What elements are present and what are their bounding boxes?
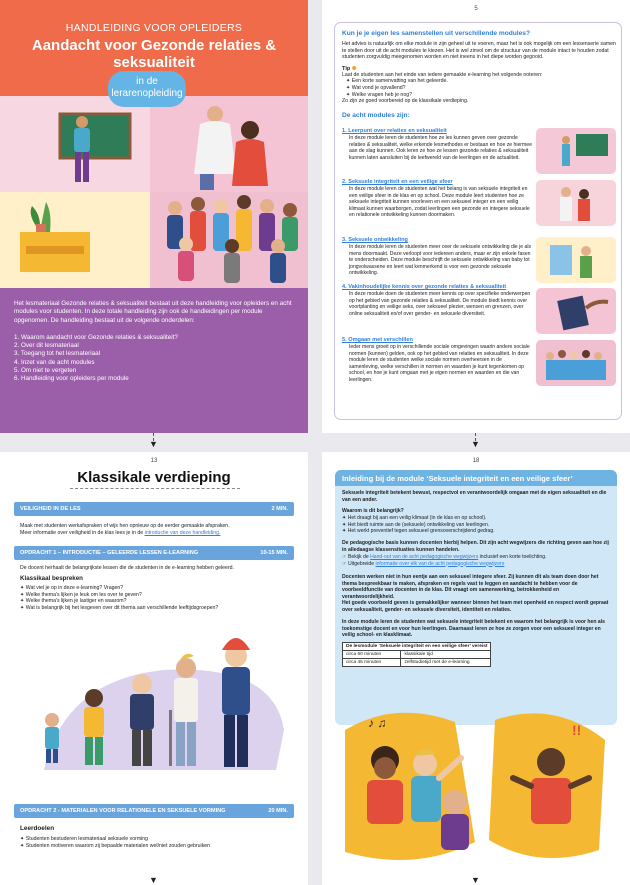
- goal-item: ✦ Studenten motiveren waarom zij bepaalde materialen wel/niet zouden gebruiken: [20, 842, 211, 849]
- cover-illustration-art: [0, 96, 308, 288]
- module-thumbnail: [536, 180, 616, 226]
- section-bar-opdracht-1: [14, 546, 294, 560]
- arrow-down-icon: ▼: [471, 439, 480, 449]
- table-cell: zelfstudietijd met de e-learning: [401, 659, 491, 667]
- module-list: [334, 0, 622, 433]
- page-cover: [0, 0, 308, 433]
- module-thumbnail: [536, 340, 616, 386]
- module-item[interactable]: [342, 337, 532, 383]
- section-time: 2 MIN.: [271, 506, 288, 512]
- plus-icon: ✦: [346, 91, 352, 98]
- title-divider: [70, 488, 240, 489]
- section-bar-opdracht-2: [14, 804, 294, 818]
- module-thumbnail: [536, 128, 616, 174]
- toc-item[interactable]: 4. Inzet van de acht modules: [14, 358, 95, 366]
- table-row: [343, 643, 491, 651]
- module-title[interactable]: 2. Seksuele integriteit en een veilige sfeer: [342, 179, 453, 185]
- arrow-down-icon: ▼: [471, 875, 480, 885]
- section-bar-veiligheid: [14, 502, 294, 516]
- inleiding-para-1: Docenten werken niet in hun eentje aan een seksueel integere sfeer. Zij kunnen dit als team doen door het thema bespreekbaar te maken, afspraken en regels vast te leggen en aandacht te hebben voor de voorbeeldfunctie van docenten in de klas. Dit vraagt om samenwerking, betrokkenheid en verantwoordelijkheid.: [342, 574, 599, 600]
- table-row: [343, 651, 491, 659]
- tip-text: Laat de studenten aan het einde van iedere gemaakte e-learning het volgende noteren:: [342, 71, 543, 78]
- section-time: 20 MIN.: [268, 808, 288, 814]
- inleiding-para-3: In deze module leren de studenten wat seksuele integriteit betekent en waarom het belangrijk is voor hen als toekomstige docent en voor hun leerlingen. Daarnaast leren ze hoe ze zorgen voor een seksueel integer en veilig school- en klasklimaat.: [342, 619, 605, 638]
- table-header: De lesmodule ‘Seksuele integriteit en een veilige sfeer’ vereist: [343, 643, 491, 651]
- toc-item[interactable]: 2. Over dit lesmateriaal: [14, 342, 79, 350]
- table-cell: klassikale tijd: [401, 651, 491, 659]
- section-time: 10-15 MIN.: [260, 550, 288, 556]
- cover-intro-block: [0, 288, 308, 433]
- plus-icon: ✦: [342, 528, 348, 534]
- plus-icon: ✦: [20, 836, 26, 842]
- cover-intro-text: Het lesmateriaal Gezonde relaties & seksualiteit bestaat uit deze handleiding voor opleiders en acht modules voor studenten. In deze totale handleiding zijn ook de handleidingen per module opgenomen. De handleiding bestaat uit de volgende onderdelen:: [14, 300, 292, 324]
- eight-modules-heading: De acht modules zijn:: [342, 111, 410, 119]
- tip-item: ✦ Wat vond je opvallend?: [346, 84, 406, 91]
- why-item: ✦ Het biedt ruimte aan de (seksuele) ontwikkeling van leerlingen.: [342, 521, 490, 528]
- cover-toc: [14, 334, 294, 384]
- tip-item: ✦ Een korte samenvatting van het geleerde.: [346, 78, 448, 85]
- toc-item[interactable]: 6. Handleiding voor opleiders per module: [14, 375, 129, 383]
- toc-item[interactable]: 3. Toegang tot het lesmateriaal: [14, 350, 100, 358]
- question-list: [20, 585, 290, 611]
- plus-icon: ✦: [346, 84, 352, 91]
- arrow-down-icon: ▼: [149, 439, 158, 449]
- plus-icon: ✦: [20, 604, 26, 611]
- page-number: 13: [150, 458, 158, 464]
- table-row: [343, 659, 491, 667]
- ped-link-row: ☞ Uitgebreide informatie over elk van de acht pedagogische wegwijzers: [342, 560, 505, 567]
- lightbulb-icon: ✺: [351, 65, 357, 72]
- page-number: 18: [472, 458, 480, 464]
- module-thumbnail: [536, 288, 616, 334]
- modules-paragraph: Het advies is natuurlijk om elke module in zijn geheel uit te voeren, maar het is ook mogelijk om een lessenserie samen te stellen door uit de acht modules te kiezen. Het is wel zinvol om de structuur van de module intact te houden zodat studenten zorgvuldig meegenomen worden en niet ineens in het diepe worden gegooid.: [342, 41, 616, 61]
- why-heading: Waarom is dit belangrijk?: [342, 508, 404, 514]
- leerdoelen-heading: Leerdoelen: [20, 825, 55, 832]
- module-desc: Ieder mens groeit op in verschillende sociale omgevingen waarin andere sociale normen (kunnen) gelden, ook op het gebied van relaties en seksualiteit. In deze module leren de studenten welke sociale normen overheersen in de samenleving, welke verschillen in normen en waarden je kunt tegenkomen op school, en hoe je kunt omgaan met je eigen normen en waarden en die van leerlingen.: [349, 344, 530, 383]
- plus-icon: ✦: [20, 842, 26, 849]
- module-title[interactable]: 3. Seksuele ontwikkeling: [342, 237, 408, 243]
- goal-list: [20, 836, 290, 849]
- toc-item[interactable]: 5. Om niet te vergeten: [14, 367, 77, 375]
- page-modules: [322, 0, 630, 433]
- exclamation-icon: !!: [572, 722, 582, 738]
- plus-icon: ✦: [342, 515, 348, 521]
- module-item[interactable]: [342, 179, 532, 219]
- plus-icon: ✦: [342, 521, 348, 528]
- opdracht-1-text: De docent herhaalt de belangrijkste lessen die de studenten in de e-learning hebben geleerd.: [20, 565, 234, 571]
- modules-heading: Kun je je eigen les samenstellen uit verschillende modules?: [342, 30, 530, 37]
- cover-illustration: [0, 96, 308, 288]
- tip-label: Tip: [342, 65, 351, 72]
- cover-kicker: HANDLEIDING VOOR OPLEIDERS: [65, 22, 243, 34]
- ped-links: [342, 554, 612, 567]
- ped-text: De pedagogische basis kunnen docenten hierbij helpen. Dit zijn acht wegwijzers die richting geven aan hoe zij in alledaagse klassensituaties kunnen handelen.: [342, 540, 609, 553]
- plus-icon: ✦: [20, 598, 26, 605]
- inleiding-heading: Inleiding bij de module ‘Seksuele integriteit en een veilige sfeer’: [335, 470, 617, 486]
- module-desc: In deze module leren de studenten hoe ze les kunnen geven over gezonde relaties & seksualiteit, welke erkende lesmethodes er bestaan en hoe ze hiermee aan de slag kunnen. Ook leren ze hoe ze lessen gezonde relaties & seksualiteit kunnen laten aansluiten bij de leefwereld van de leerlingen en de actualiteit.: [349, 135, 532, 161]
- module-desc: In deze module leren de studenten wat het belang is van seksuele integriteit en een veilige sfeer in de klas en op school. Deze module leert studenten hoe ze seksuele integriteit kunnen voorleven en een seksueel integer en een veilig klimaat kunnen waarborgen, zodat leerlingen een gezonde en integere seksuele en relationele ontwikkeling kunnen doormaken.: [349, 186, 530, 218]
- plus-icon: ✦: [20, 585, 26, 591]
- question-item: ✦ Welke thema's lijken je lastiger en waarom?: [20, 598, 127, 605]
- duration-table-wrap: [342, 642, 491, 667]
- module-thumbnail: [536, 237, 616, 283]
- module-desc: In deze module leren de studenten meer over de seksuele ontwikkeling die je als mens doormaakt. Deze verloopt voor iedereen anders, maar er zijn enkele fasen te onderscheiden. Deze module beschrijft de seksuele ontwikkeling van baby tot jongvolwassene en leert wat kenmerkend is voor een gezonde seksuele ontwikkeling.: [349, 244, 532, 276]
- group-illustration: [14, 620, 294, 780]
- tip-item: ✦ Welke vragen heb je nog?: [346, 91, 412, 98]
- question-item: ✦ Wat viel je op in deze e-learning? Vragen?: [20, 585, 124, 591]
- hand-pointer-icon: ☞: [342, 560, 348, 567]
- toc-item[interactable]: 1. Waarom aandacht voor Gezonde relaties & seksualiteit?: [14, 333, 178, 341]
- module-desc: In deze module doen de studenten meer kennis op over specifieke onderwerpen op het gebied van gezonde relaties & seksualiteit. De module biedt kennis over voortplanting en veilige seks, over seksueel plezier, wensen en grenzen, over online seksualiteit en/of over gender- en seksuele diversiteit.: [349, 291, 531, 317]
- question-item: ✦ Welke thema's lijken je leuk om les over te geven?: [20, 591, 142, 598]
- module-title[interactable]: 4. Vakinhoudelijke kennis over gezonde relaties & seksualiteit: [342, 284, 507, 290]
- cover-bubble: in de lerarenopleiding: [108, 71, 186, 107]
- page-inleiding: [322, 452, 630, 885]
- module-title[interactable]: 1. Leerpunt over relaties en seksualiteit: [342, 128, 447, 134]
- cover-title: Aandacht voor Gezonde relaties & seksualiteit: [31, 37, 277, 71]
- veiligheid-line: Maak met studenten werkafspraken of wijs hen opnieuw op de eerder gemaakte afspraken.: [20, 523, 230, 529]
- module-item[interactable]: [342, 128, 532, 161]
- veiligheid-line: Meer informatie over veiligheid in de klas lees je in de introductie van deze handleiding.: [20, 529, 221, 536]
- arrow-down-icon: ▼: [149, 875, 158, 885]
- bespreken-heading: Klassikaal bespreken: [20, 575, 83, 582]
- duration-table: [342, 642, 491, 667]
- section-label: VEILIGHEID IN DE LES: [20, 506, 81, 512]
- plus-icon: ✦: [346, 78, 352, 85]
- wegwijzers-link[interactable]: informatie over elk van de acht pedagogische wegwijzers: [375, 560, 505, 567]
- page-number: 5: [474, 6, 478, 12]
- veiligheid-text: [20, 523, 290, 536]
- why-item: ✦ Het werkt preventief tegen seksueel grensoverschrijdend gedrag.: [342, 528, 495, 534]
- inleiding-intro: Seksuele integriteit betekent bewust, respectvol en verantwoordelijk omgaan met de eigen seksualiteit en die van een ander.: [342, 490, 607, 503]
- question-item: ✦ Wat is belangrijk bij het lesgeven over dit thema aan verschillende leeftijdsgroepen?: [20, 604, 219, 611]
- verdieping-title: Klassikale verdieping: [77, 469, 231, 486]
- module-item[interactable]: [342, 284, 532, 317]
- handout-link[interactable]: Hand-out van de acht pedagogische wegwijzers: [370, 554, 479, 560]
- table-cell: circa 45 minuten: [343, 659, 401, 667]
- table-cell: circa 60 minuten: [343, 651, 401, 659]
- module-item[interactable]: [342, 237, 532, 277]
- section-label: OPDRACHT 2 - MATERIALEN VOOR RELATIONELE EN SEKSUELE VORMING: [20, 808, 226, 814]
- goal-item: ✦ Studenten bestuderen lesmateriaal seksuele vorming: [20, 836, 149, 842]
- section-label: OPDRACHT 1 – INTRODUCTIE – GELEERDE LESSEN E-LEARNING: [20, 550, 199, 556]
- why-list: [342, 515, 612, 535]
- plus-icon: ✦: [20, 591, 26, 598]
- hand-pointer-icon: ☞: [342, 554, 348, 560]
- module-title[interactable]: 5. Omgaan met verschillen: [342, 337, 413, 343]
- inleiding-para-2: Het goede voorbeeld geven is gemakkelijker wanneer binnen het team met openheid en respect wordt gepraat over seksualiteit, gender- en seksuele diversiteit, identiteit en relaties.: [342, 600, 609, 613]
- ped-link-row: ☞ Bekijk de Hand-out van de acht pedagogische wegwijzers inclusief een korte toelichting.: [342, 554, 547, 560]
- why-item: ✦ Het draagt bij aan een veilig klimaat (in de klas en op school).: [342, 515, 487, 521]
- introductie-link[interactable]: introductie van deze handleiding.: [144, 529, 221, 536]
- music-notes-icon: ♪ ♫: [368, 716, 387, 730]
- page-verdieping: [0, 452, 308, 885]
- tip-end: Zo zijn ze goed voorbereid op de klassikale verdieping.: [342, 98, 469, 105]
